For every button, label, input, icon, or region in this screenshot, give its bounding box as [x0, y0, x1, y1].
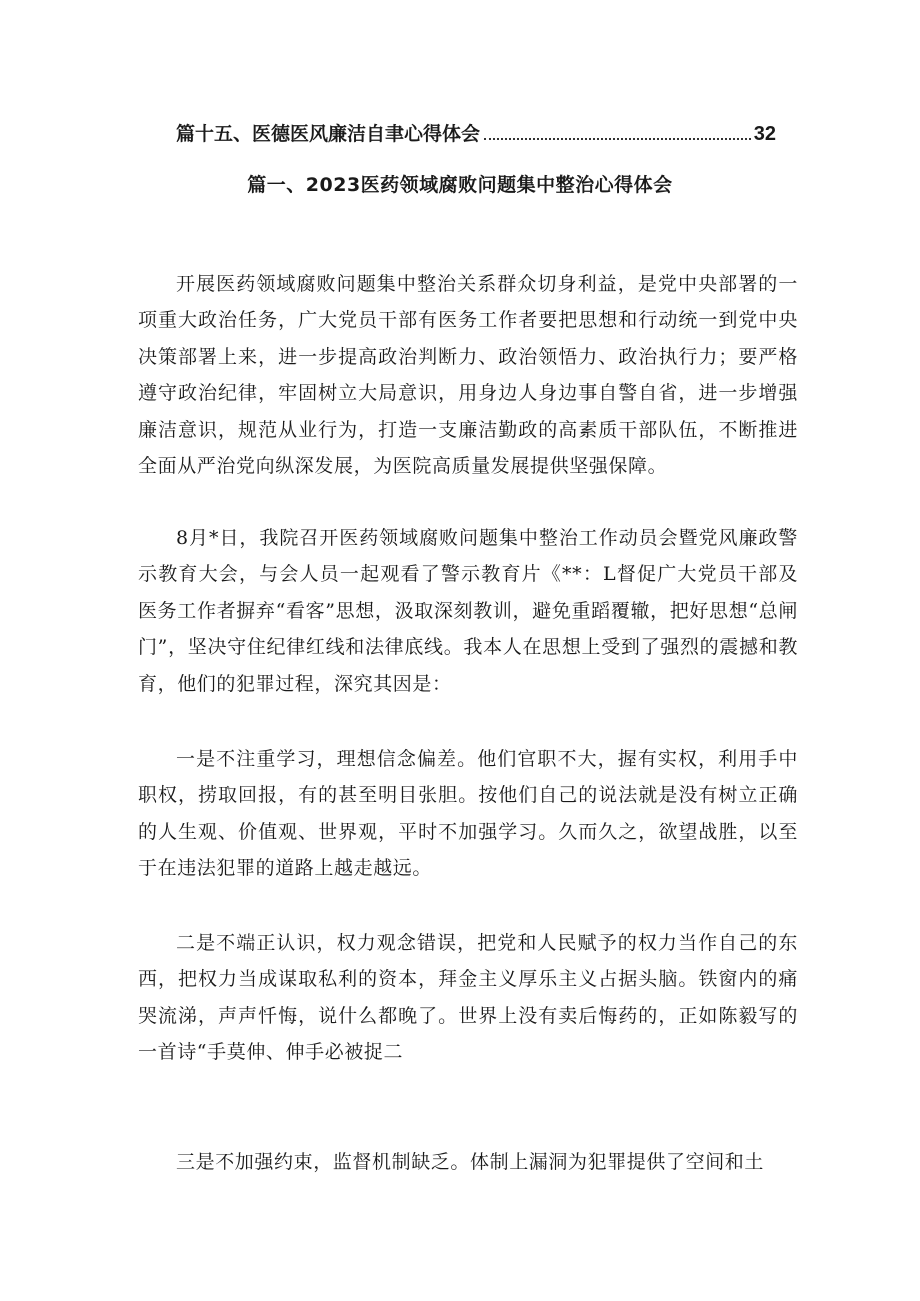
- section-title: 篇一、2023医药领域腐败问题集中整治心得体会: [247, 174, 673, 196]
- paragraph-text: 一是不注重学习，理想信念偏差。他们官职不大，握有实权，利用手中职权，捞取回报，有的甚至明目张胆。按他们自己的说法就是没有树立正确的人生观、价值观、世界观，平时不加强学习。久而久之，欲望战胜，以至于在违法犯罪的道路上越走越远。: [138, 748, 798, 880]
- body-paragraph-4: [138, 925, 798, 1071]
- toc-leader-dots: [484, 138, 751, 140]
- paragraph-text: 三是不加强约束，监督机制缺乏。体制上漏洞为犯罪提供了空间和土: [176, 1151, 765, 1173]
- paragraph-text: 开展医药领域腐败问题集中整治关系群众切身利益，是党中央部署的一项重大政治任务，广大党员干部有医务工作者要把思想和行动统一到党中央决策部署上来，进一步提高政治判断力、政治领悟力、政治执行力；要严格遵守政治纪律，牢固树立大局意识，用身边人身边事自警自省，进一步增强廉洁意识，规范从业行为，打造一支廉洁勤政的高素质干部队伍，不断推进全面从严治党向纵深发展，为医院高质量发展提供坚强保障。: [138, 273, 798, 478]
- body-paragraph-1: [138, 266, 798, 484]
- body-paragraph-5: [138, 1144, 798, 1180]
- toc-entry-title: 篇十五、医德医风廉洁自聿心得体会: [176, 123, 481, 145]
- paragraph-text: 二是不端正认识，权力观念错误，把党和人民赋予的权力当作自己的东西，把权力当成谋取私利的资本，拜金主义厚乐主义占据头脑。铁窗内的痛哭流涕，声声忏悔，说什么都晚了。世界上没有卖后悔药的，正如陈毅写的一首诗“手莫伸、伸手必被捉二: [138, 932, 798, 1064]
- toc-page-number: 32: [753, 123, 776, 145]
- body-paragraph-2: [138, 520, 798, 702]
- body-paragraph-3: [138, 741, 798, 887]
- paragraph-text: 8月*日，我院召开医药领域腐败问题集中整治工作动员会暨党风廉政警示教育大会，与会人员一起观看了警示教育片《**：L督促广大党员干部及医务工作者摒弃“看客”思想，汲取深刻教训，避免重蹈覆辙，把好思想“总闸门”，坚决守住纪律红线和法律底线。我本人在思想上受到了强烈的震撼和教育，他们的犯罪过程，深究其因是：: [138, 527, 798, 695]
- toc-entry[interactable]: [176, 114, 776, 146]
